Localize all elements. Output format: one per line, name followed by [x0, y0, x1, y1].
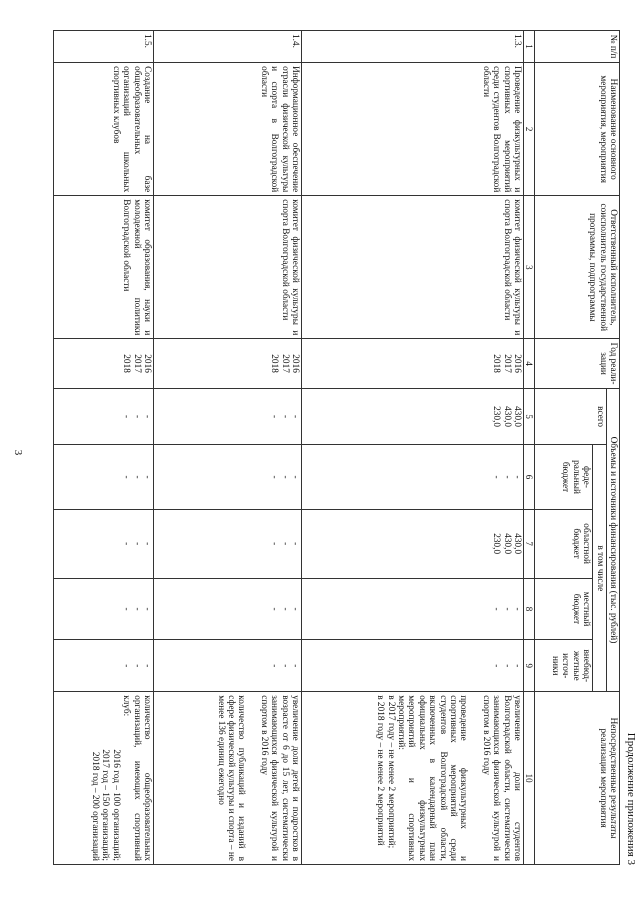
value-cell: -: [121, 475, 132, 479]
row-years: [154, 339, 302, 388]
row-result: [154, 692, 302, 865]
year-cell: 2018: [269, 354, 280, 373]
row-result: [302, 692, 524, 865]
value-cell: -: [279, 415, 290, 419]
value-cell: -: [491, 607, 502, 611]
row-total: [302, 388, 524, 445]
page-number: 3: [12, 449, 24, 456]
value-cell: 430,0: [512, 406, 523, 428]
value-cell: -: [131, 475, 142, 479]
table-row: [154, 31, 302, 865]
value-cell: -: [121, 415, 132, 419]
header-federal: феде- ральный бюджет: [535, 445, 593, 509]
column-numbers-row: [524, 31, 535, 865]
row-result: [54, 692, 154, 865]
year-cell: 2016: [512, 354, 523, 373]
row-local: [54, 578, 154, 640]
year-cell: 2017: [501, 354, 512, 373]
row-name: Проведение физкультурных и спортивных мероприятий среди студентов Волгоградской области: [302, 63, 524, 196]
row-extra: [302, 640, 524, 692]
row-total: [154, 388, 302, 445]
row-number: 1.5.: [54, 31, 154, 63]
row-regional: [154, 509, 302, 578]
row-regional: [302, 509, 524, 578]
result-text: 2016 год – 100 организаций;: [110, 749, 121, 861]
value-cell: -: [279, 607, 290, 611]
col-number: 1: [524, 31, 535, 63]
value-cell: -: [269, 542, 280, 546]
result-text: увеличение доли детей и подростков в возрасте от 6 до 15 лет, систематически занимающихся физической культурой и спортом в 2016 году: [258, 695, 301, 861]
year-cell: 2017: [131, 354, 142, 373]
row-extra: [154, 640, 302, 692]
row-extra: [54, 640, 154, 692]
value-cell: -: [279, 542, 290, 546]
value-cell: 430,0: [512, 533, 523, 555]
value-cell: -: [512, 664, 523, 668]
row-federal: [154, 445, 302, 509]
header-funding: Объемы и источники финансирования (тыс. рублей): [606, 388, 619, 691]
value-cell: -: [290, 607, 301, 611]
value-cell: -: [491, 475, 502, 479]
value-cell: -: [501, 607, 512, 611]
value-cell: -: [269, 415, 280, 419]
result-text: в 2017 году – не менее 2 мероприятий;: [385, 695, 396, 849]
continuation-note: Продолжение приложения 3: [625, 732, 637, 865]
value-cell: -: [131, 542, 142, 546]
header-year: Год реали- зации: [535, 339, 620, 388]
header-result: Непосредственные результаты реализации мероприятия: [535, 692, 620, 865]
value-cell: -: [142, 607, 153, 611]
row-name: Информационное обеспечение отрасли физической культуры и спорта в Волгоградской области: [154, 63, 302, 196]
value-cell: -: [290, 542, 301, 546]
value-cell: -: [121, 664, 132, 668]
header-local: местный бюджет: [535, 578, 593, 640]
result-text: количество общеобразовательных организаций, имеющих спортивный клуб:: [121, 695, 153, 861]
col-number: 7: [524, 509, 535, 578]
value-cell: -: [142, 664, 153, 668]
value-cell: -: [501, 475, 512, 479]
row-name: Создание на базе общеобразовательных организаций школьных спортивных клубов: [54, 63, 154, 196]
col-number: 10: [524, 692, 535, 865]
year-cell: 2017: [279, 354, 290, 373]
row-local: [154, 578, 302, 640]
result-text: в 2018 году – не менее 2 мероприятий: [375, 695, 386, 846]
year-cell: 2018: [121, 354, 132, 373]
value-cell: -: [269, 475, 280, 479]
col-number: 9: [524, 640, 535, 692]
col-number: 3: [524, 196, 535, 339]
value-cell: 430,0: [501, 533, 512, 555]
header-name: Наименование основного мероприятия, мероприятия: [535, 63, 620, 196]
col-number: 2: [524, 63, 535, 196]
col-number: 6: [524, 445, 535, 509]
value-cell: -: [512, 475, 523, 479]
year-cell: 2018: [491, 354, 502, 373]
row-years: [54, 339, 154, 388]
row-executor: комитет образования, науки и молодежной политики Волгоградской области: [54, 196, 154, 339]
value-cell: 230,0: [491, 533, 502, 555]
header-incl: в том числе: [593, 445, 606, 692]
row-federal: [302, 445, 524, 509]
header-executor: Ответственный исполнитель, соисполнитель государственной программы, подпрограммы: [535, 196, 620, 339]
value-cell: -: [121, 607, 132, 611]
year-cell: 2016: [290, 354, 301, 373]
row-executor: комитет физической культуры и спорта Волгоградской области: [302, 196, 524, 339]
value-cell: -: [290, 664, 301, 668]
value-cell: -: [131, 607, 142, 611]
col-number: 8: [524, 578, 535, 640]
value-cell: -: [142, 542, 153, 546]
value-cell: -: [501, 664, 512, 668]
row-regional: [54, 509, 154, 578]
value-cell: -: [142, 475, 153, 479]
value-cell: -: [279, 475, 290, 479]
value-cell: -: [121, 542, 132, 546]
row-number: 1.4.: [154, 31, 302, 63]
header-extra: внебюд- жетные источ- ники: [535, 640, 593, 692]
row-total: [54, 388, 154, 445]
result-text: количество публикаций и изданий в сфере физической культуры и спорта – не менее 136 единиц ежегодно: [215, 695, 247, 861]
result-text: 2017 год – 150 организаций;: [100, 749, 111, 861]
value-cell: -: [142, 415, 153, 419]
value-cell: -: [290, 415, 301, 419]
result-text: проведение физкультурных и спортивных мероприятий среди студентов Волгоградской области, включенных в календарный план официальных физкультурных мероприятий и спортивных мероприятий:: [396, 695, 469, 861]
value-cell: 230,0: [491, 406, 502, 428]
value-cell: -: [269, 607, 280, 611]
value-cell: -: [131, 664, 142, 668]
value-cell: -: [131, 415, 142, 419]
table-row: [54, 31, 154, 865]
header-total: всего: [535, 388, 606, 445]
row-local: [302, 578, 524, 640]
row-number: 1.3.: [302, 31, 524, 63]
year-cell: 2016: [142, 354, 153, 373]
table-row: [302, 31, 524, 865]
result-text: 2018 год – 200 организаций: [90, 751, 101, 861]
header-num: № п/п: [535, 31, 620, 63]
value-cell: -: [290, 475, 301, 479]
row-executor: комитет физической культуры и спорта Волгоградской области: [154, 196, 302, 339]
col-number: 5: [524, 388, 535, 445]
value-cell: -: [269, 664, 280, 668]
row-federal: [54, 445, 154, 509]
row-years: [302, 339, 524, 388]
col-number: 4: [524, 339, 535, 388]
value-cell: 430,0: [501, 406, 512, 428]
value-cell: -: [491, 664, 502, 668]
value-cell: -: [512, 607, 523, 611]
result-text: увеличение доли студентов Волгоградской области, систематически занимающихся физической культурой и спортом в 2016 году: [480, 695, 523, 861]
program-table: [53, 30, 620, 865]
value-cell: -: [279, 664, 290, 668]
header-regional: областной бюджет: [535, 509, 593, 578]
